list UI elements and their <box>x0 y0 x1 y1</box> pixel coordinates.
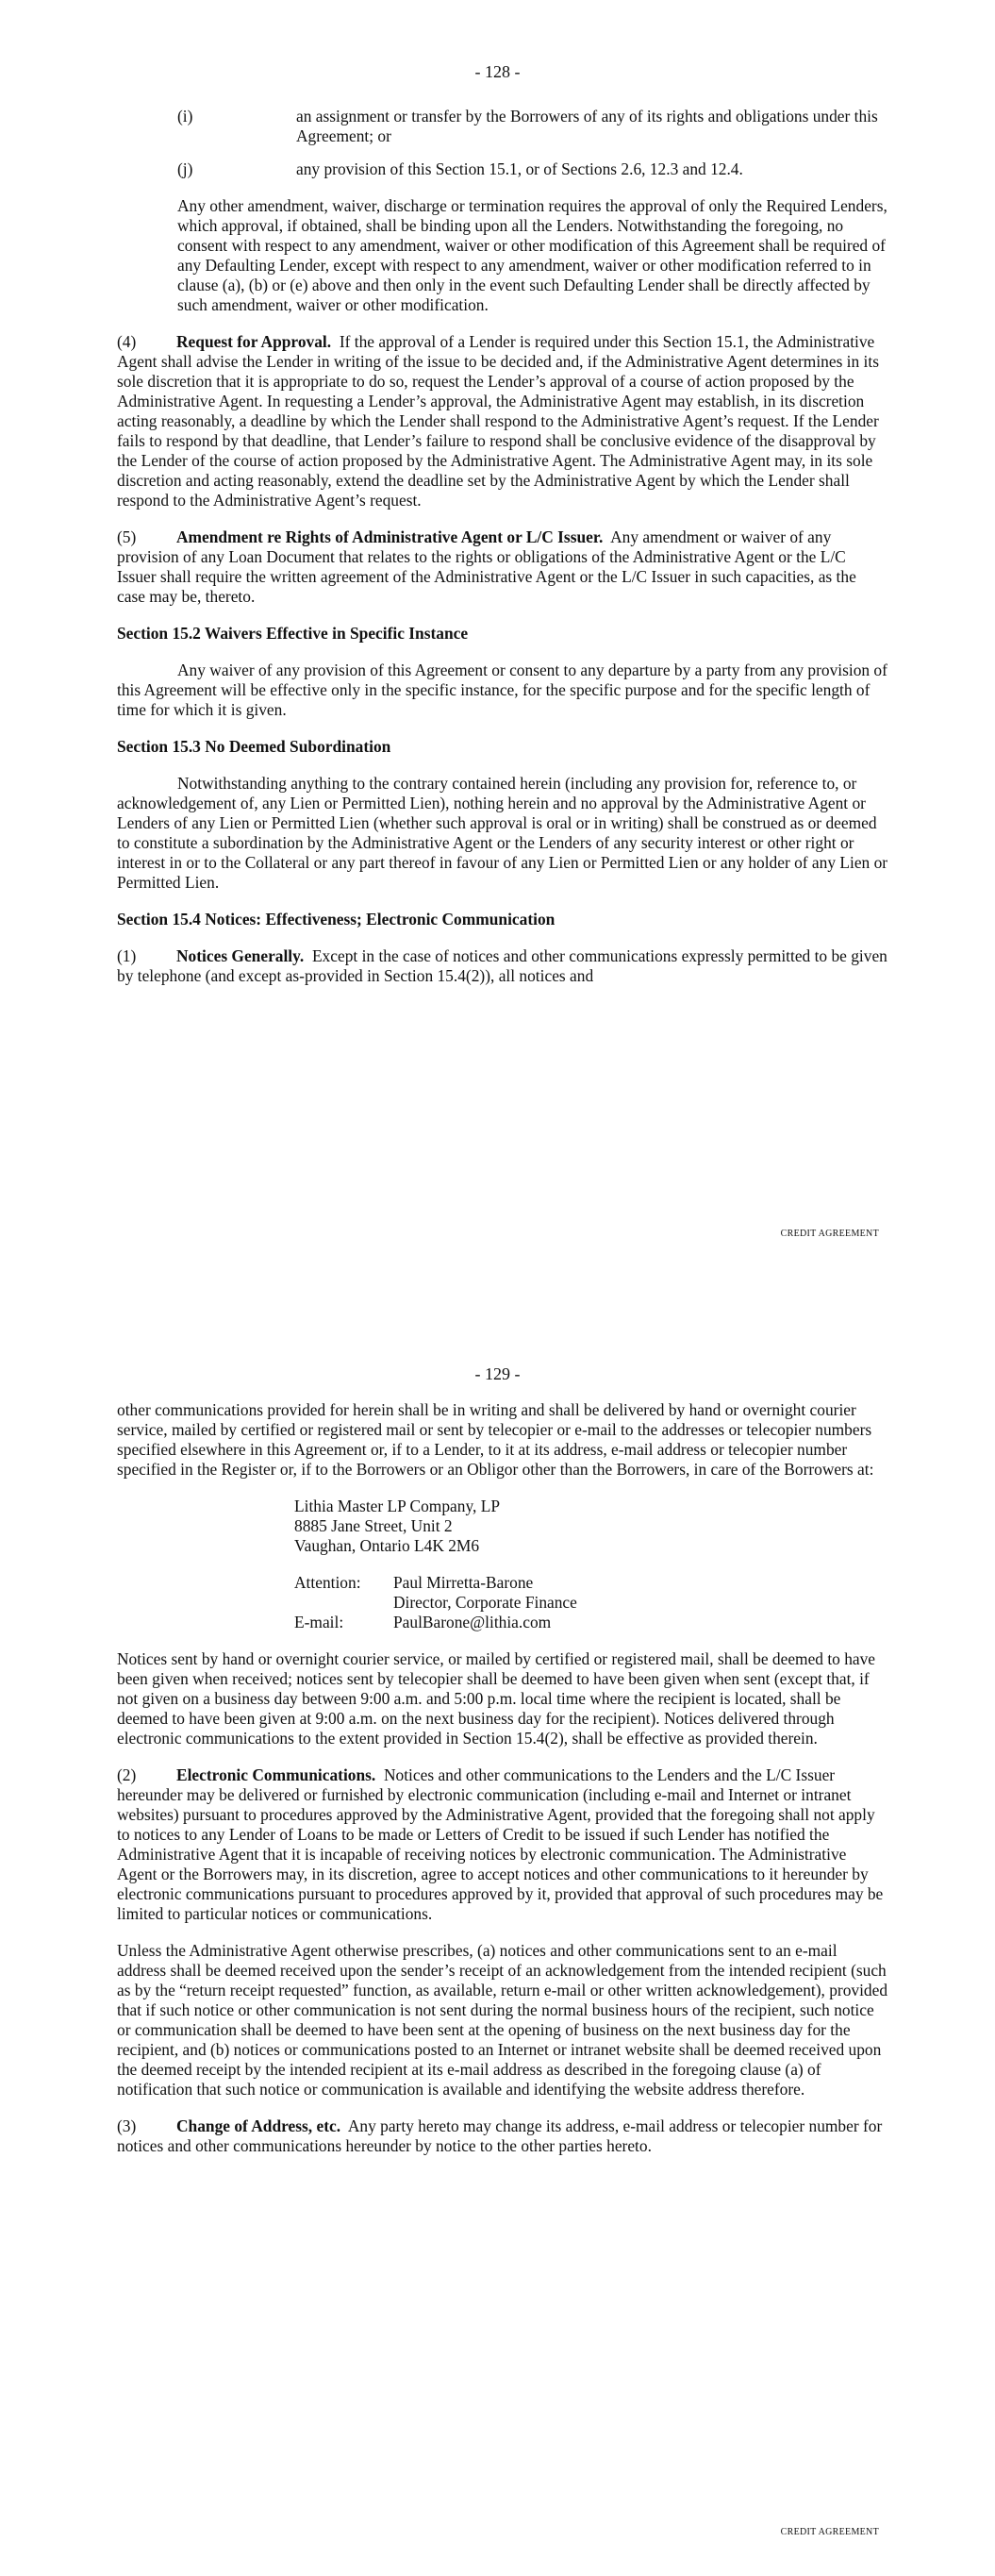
continuation-paragraph: other communications provided for herein shall be in writing and shall be delivered by hand or overnight courier service, mailed by certified or registered mail or sent by telecopier or e-mail to the addresses or telecopier numbers specified elsewhere in this Agreement or, if to a Lender, to it at its address, e-mail address or telecopier number specified in the Register or, if to the Borrowers or an Obligor other than the Borrowers, in care of the Borrowers at: <box>117 1400 874 1479</box>
notices-deemed-paragraph: Notices sent by hand or overnight courier service, or mailed by certified or registered mail, shall be deemed to have been given when received; notices sent by telecopier shall be deemed to have been given when sent (except that, if not given on a business day between 9:00 a.m. and 5:00 p.m. local time where the recipient is located, shall be deemed to have been given at 9:00 a.m. on the next business day for the recipient). Notices delivered through electronic communications to the extent provided in Section 15.4(2), shall be effective as provided therein. <box>117 1649 876 1748</box>
paragraph-heading: Change of Address, etc. <box>176 2116 341 2135</box>
section-15-2-heading: Section 15.2 Waivers Effective in Specific Instance <box>117 624 469 643</box>
paragraph-number: (4) <box>117 332 137 351</box>
page-129 <box>0 1293 995 2576</box>
section-15-4-heading: Section 15.4 Notices: Effectiveness; Electronic Communication <box>117 910 556 928</box>
unless-paragraph: Unless the Administrative Agent otherwise prescribes, (a) notices and other communications sent to an e-mail address shall be deemed received upon the sender’s receipt of an acknowledgement from the intended recipient (such as by the “return receipt requested” function, as available, return e-mail or other written acknowledgement), provided that if such notice or other communication is not sent during the normal business hours of the recipient, such notice or communication shall be deemed to have been sent at the opening of business on the next business day for the recipient, and (b) notices or communications posted to an Internet or intranet website shall be deemed received upon the deemed receipt by the intended recipient at its e-mail address as described in the foregoing clause (a) of notification that such notice or communication is available and identifying the website address therefore. <box>117 1941 888 2099</box>
paragraph-text: Any party hereto may change its address, e-mail address or telecopier number for notices and other communications hereunder by notice to the other parties hereto. <box>117 2116 883 2155</box>
email-label: E-mail: <box>294 1613 344 1631</box>
paragraph-heading: Request for Approval. <box>176 332 332 351</box>
page-footer: CREDIT AGREEMENT <box>780 1229 879 1239</box>
paragraph-text: Any amendment or waiver of any provision of any Loan Document that relates to the rights or obligations of the Administrative Agent or the L/C Issuer shall require the written agreement of the Administrative Agent or the L/C Issuer in such capacities, as the case may be, thereto. <box>117 527 856 606</box>
paragraph-number: (3) <box>117 2116 137 2135</box>
page-footer: CREDIT AGREEMENT <box>780 2527 879 2537</box>
attention-title: Director, Corporate Finance <box>393 1593 577 1612</box>
other-amendment-paragraph: Any other amendment, waiver, discharge or termination requires the approval of only the Required Lenders, which approval, if obtained, shall be binding upon all the Lenders. Notwithstanding the foregoing, no consent with respect to any amendment, waiver or other modification of this Agreement shall be required of any Defaulting Lender, except with respect to any amendment, waiver or other modification referred to in clause (a), (b) or (e) above and then only in the event such Defaulting Lender shall be directly affected by such amendment, waiver or other modification. <box>177 196 887 314</box>
section-15-3-heading: Section 15.3 No Deemed Subordination <box>117 737 391 756</box>
request-for-approval-paragraph <box>117 332 888 510</box>
attention-title-row <box>294 1593 888 1613</box>
electronic-communications-paragraph <box>117 1765 888 1924</box>
address-line: Lithia Master LP Company, LP <box>294 1497 501 1515</box>
paragraph-number: (5) <box>117 527 137 546</box>
page-number: - 129 - <box>474 1364 521 1383</box>
address-line: 8885 Jane Street, Unit 2 <box>294 1516 453 1535</box>
page-128-content <box>117 107 888 1003</box>
list-item-label: (j) <box>177 159 193 178</box>
attention-row <box>294 1573 888 1593</box>
page-129-content <box>117 1400 888 2173</box>
amendment-rights-paragraph <box>117 527 888 607</box>
paragraph-heading: Amendment re Rights of Administrative Agent or L/C Issuer. <box>176 527 604 546</box>
paragraph-heading: Notices Generally. <box>176 946 305 965</box>
paragraph-number: (1) <box>117 946 137 965</box>
notices-generally-paragraph <box>117 946 888 986</box>
list-item-i <box>177 107 888 146</box>
section-15-2-text: Any waiver of any provision of this Agreement or consent to any departure by a party from any provision of this Agreement will be effective only in the specific instance, for the specific purpose and for the specific length of time for which it is given. <box>117 661 887 719</box>
list-item-label: (i) <box>177 107 193 125</box>
email-row <box>294 1613 888 1632</box>
paragraph-heading: Electronic Communications. <box>176 1765 376 1784</box>
attention-label: Attention: <box>294 1573 361 1592</box>
list-item-text: an assignment or transfer by the Borrowers of any of its rights and obligations under this Agreement; or <box>296 107 878 145</box>
attention-name: Paul Mirretta-Barone <box>393 1573 534 1592</box>
paragraph-text: If the approval of a Lender is required under this Section 15.1, the Administrative Agent shall advise the Lender in writing of the issue to be decided and, if the Administrative Agent determines in its sole discretion that it is appropriate to do so, request the Lender’s approval of a course of action proposed by the Administrative Agent. In requesting a Lender’s approval, the Administrative Agent may establish, in its discretion acting reasonably, a deadline by which the Lender shall respond to the Administrative Agent’s request. If the Lender fails to respond by that deadline, that Lender’s failure to respond shall be conclusive evidence of the disapproval by the Lender of the course of action proposed by the Administrative Agent. The Administrative Agent may, in its sole discretion and acting reasonably, extend the deadline set by the Administrative Agent by which the Lender shall respond to the Administrative Agent’s request. <box>117 332 879 510</box>
change-of-address-paragraph <box>117 2116 888 2156</box>
borrower-address <box>294 1497 888 1556</box>
attention-block <box>294 1573 888 1632</box>
address-line: Vaughan, Ontario L4K 2M6 <box>294 1536 480 1555</box>
list-item-text: any provision of this Section 15.1, or of Sections 2.6, 12.3 and 12.4. <box>296 159 743 178</box>
paragraph-text: Except in the case of notices and other communications expressly permitted to be given by telephone (and except as-provided in Section 15.4(2)), all notices and <box>117 946 887 985</box>
section-15-3-text: Notwithstanding anything to the contrary contained herein (including any provision for, reference to, or acknowledgement of, any Lien or Permitted Lien), nothing herein and no approval by the Administrative Agent or Lenders of any Lien or Permitted Lien (whether such approval is oral or in writing) shall be construed as or deemed to constitute a subordination by the Administrative Agent or the Lenders of any security interest or other right or interest in or to the Collateral or any part thereof in favour of any Lien or Permitted Lien or any holder of any Lien or Permitted Lien. <box>117 774 888 892</box>
email-value: PaulBarone@lithia.com <box>393 1613 552 1631</box>
page-number: - 128 - <box>474 62 521 81</box>
paragraph-number: (2) <box>117 1765 137 1784</box>
list-item-j <box>177 159 888 179</box>
paragraph-text: Notices and other communications to the Lenders and the L/C Issuer hereunder may be delivered or furnished by electronic communication (including e-mail and Internet or intranet websites) pursuant to procedures approved by the Administrative Agent, provided that the foregoing shall not apply to notices to any Lender of Loans to be made or Letters of Credit to be issued if such Lender has notified the Administrative Agent that it is incapable of receiving notices by electronic communication. The Administrative Agent or the Borrowers may, in its discretion, agree to accept notices and other communications to it hereunder by electronic communications pursuant to procedures approved by it, provided that approval of such procedures may be limited to particular notices or communications. <box>117 1765 884 1923</box>
